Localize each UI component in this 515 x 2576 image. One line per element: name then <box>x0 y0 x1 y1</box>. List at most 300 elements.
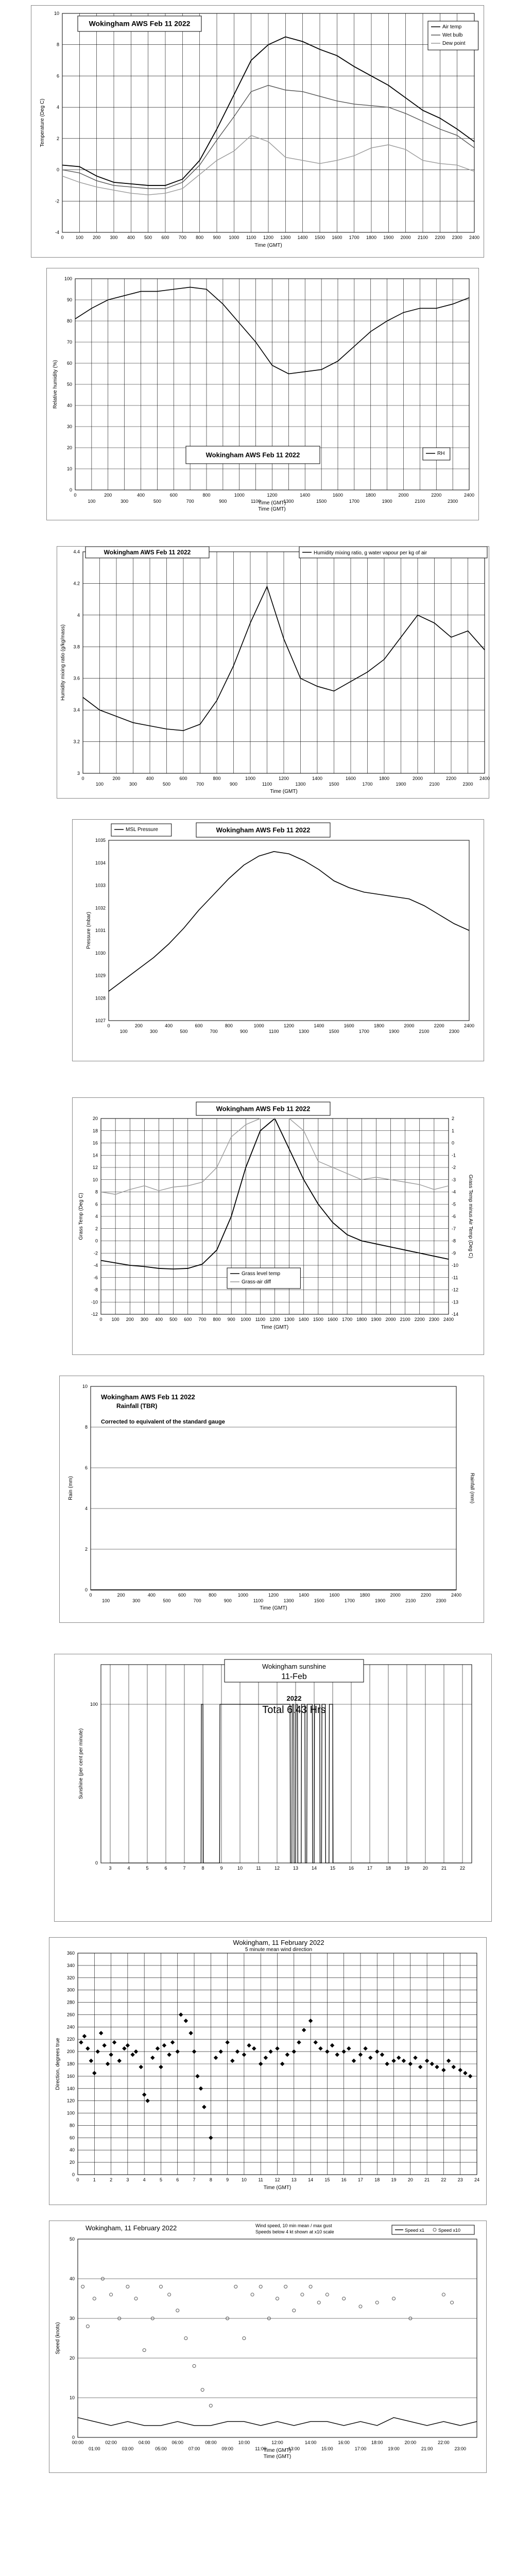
x-tick-label: 2300 <box>436 1598 447 1603</box>
y-tick-label: 20 <box>66 445 72 450</box>
chart-total: Total 6.43 Hrs <box>262 1704 326 1716</box>
x-tick-label: 2000 <box>412 776 423 781</box>
x-tick-label: 2 <box>110 2177 113 2182</box>
x-tick-label: 1600 <box>344 1023 354 1028</box>
legend-label: Speed x1 <box>405 2228 425 2233</box>
x-tick-label: 700 <box>198 1317 207 1322</box>
x-tick-label: 6 <box>164 1866 167 1871</box>
x-tick-label: 1400 <box>314 1023 324 1028</box>
speed-x10-point <box>276 2297 279 2300</box>
y-tick-label: 260 <box>66 2012 75 2018</box>
x-tick-label: 500 <box>162 782 171 787</box>
x-tick-label: 17 <box>357 2177 363 2182</box>
y-tick-label: 3.8 <box>73 644 80 650</box>
y-tick-label: 6 <box>56 73 59 79</box>
x-tick-label: 600 <box>195 1023 203 1028</box>
direction-point <box>130 2053 134 2057</box>
x-tick-label: 21 <box>441 1866 447 1871</box>
direction-point <box>352 2059 356 2063</box>
chart-title: Wokingham AWS Feb 11 2022 <box>216 1105 311 1113</box>
y-tick-label: 140 <box>66 2086 75 2091</box>
speed-x1-line <box>78 2418 477 2426</box>
direction-point <box>79 2040 83 2044</box>
rainfall-chart <box>60 1376 485 1623</box>
speed-x10-point <box>243 2337 246 2340</box>
y-tick-label: 100 <box>66 2110 75 2116</box>
y-tick-label: 20 <box>92 1116 98 1121</box>
x-tick-label: 500 <box>153 499 161 504</box>
x-tick-label: 1200 <box>268 1592 279 1598</box>
y-tick-label: -4 <box>55 230 59 235</box>
direction-point <box>468 2074 472 2078</box>
x-tick-label: 2400 <box>479 776 490 781</box>
direction-point <box>167 2053 171 2057</box>
y-tick-label: 30 <box>69 2316 75 2321</box>
chart-subtitle: Wind speed, 10 min mean / max gust <box>255 2223 332 2228</box>
x-tick-label: 1900 <box>382 499 392 504</box>
x-tick-label: 500 <box>163 1598 171 1603</box>
wind-speed-chart <box>49 2221 487 2473</box>
x-tick-label: 2000 <box>398 493 409 498</box>
x-tick-label: 1700 <box>358 1029 369 1034</box>
x-axis-label: Time (GMT) <box>258 506 286 512</box>
x-tick-label: 5 <box>146 1866 149 1871</box>
x-tick-label: 400 <box>154 1317 163 1322</box>
x-tick-label: 10 <box>237 1866 243 1871</box>
x-tick-label: 1500 <box>329 782 339 787</box>
direction-point <box>126 2043 130 2047</box>
x-tick-label: 1300 <box>280 235 291 240</box>
x-tick-label: 400 <box>147 1592 156 1598</box>
x-tick-label: 24 <box>474 2177 480 2182</box>
legend-label: Wet bulb <box>442 32 463 38</box>
direction-point <box>292 2049 296 2054</box>
x-tick-label: 1000 <box>245 776 256 781</box>
legend <box>423 448 450 460</box>
direction-point <box>285 2053 289 2057</box>
direction-point <box>402 2059 406 2063</box>
legend-label: Dew point <box>442 41 466 46</box>
x-tick-label: 2100 <box>415 499 425 504</box>
x-tick-label: 10:00 <box>238 2440 250 2445</box>
y-tick-label: 10 <box>69 2395 75 2400</box>
x-tick-label: 800 <box>225 1023 233 1028</box>
x-tick-label: 1000 <box>237 1592 248 1598</box>
y2-axis-label: Rainfall (mm) <box>469 1472 475 1504</box>
x-tick-label: 5 <box>159 2177 162 2182</box>
y2-tick-label: 2 <box>452 1116 455 1121</box>
x-tick-label: 08:00 <box>205 2440 217 2445</box>
x-tick-label: 15 <box>324 2177 330 2182</box>
x-axis-label: Time (GMT) <box>263 2448 291 2453</box>
legend-label: Grass level temp <box>242 1271 281 1277</box>
direction-point <box>318 2046 322 2050</box>
x-tick-label: 20 <box>422 1866 428 1871</box>
y-tick-label: 10 <box>54 11 59 16</box>
x-tick-label: 1500 <box>313 1317 323 1322</box>
speed-x10-point <box>325 2293 329 2296</box>
y-tick-label: 4 <box>95 1214 98 1219</box>
y-tick-label: 16 <box>92 1140 98 1146</box>
relative-humidity-chart <box>47 268 479 521</box>
x-tick-label: 7 <box>183 1866 186 1871</box>
speed-x10-point <box>301 2293 304 2296</box>
x-tick-label: 200 <box>93 235 101 240</box>
x-tick-label: 0 <box>99 1317 102 1322</box>
y-tick-label: -6 <box>93 1275 98 1280</box>
y2-tick-label: -9 <box>452 1250 456 1256</box>
x-tick-label: 1100 <box>246 235 256 240</box>
y-tick-label: 10 <box>82 1384 88 1389</box>
x-tick-label: 800 <box>196 235 204 240</box>
y-tick-label: 70 <box>66 340 72 345</box>
direction-point <box>145 2098 149 2103</box>
direction-point <box>195 2074 199 2078</box>
y-tick-label: 2 <box>56 135 59 141</box>
x-tick-label: 0 <box>74 493 77 498</box>
rainfall-chart-panel <box>59 1376 484 1623</box>
x-tick-label: 500 <box>169 1317 178 1322</box>
y-tick-label: 60 <box>69 2135 75 2141</box>
x-tick-label: 20 <box>407 2177 413 2182</box>
x-tick-label: 2400 <box>469 235 480 240</box>
x-tick-label: 1600 <box>332 235 342 240</box>
chart-subtitle: 5 minute mean wind direction <box>245 1947 313 1953</box>
x-tick-label: 2100 <box>400 1317 410 1322</box>
y-tick-label: 0 <box>72 2172 75 2177</box>
x-tick-label: 21 <box>424 2177 430 2182</box>
y-tick-label: 8 <box>84 1425 88 1430</box>
direction-point <box>92 2071 96 2075</box>
x-tick-label: 200 <box>112 776 121 781</box>
direction-point <box>275 2046 279 2050</box>
x-tick-label: 200 <box>126 1317 134 1322</box>
x-tick-label: 23 <box>457 2177 463 2182</box>
y-tick-label: 20 <box>69 2355 75 2361</box>
direction-point <box>112 2040 116 2044</box>
direction-point <box>280 2062 284 2066</box>
direction-point <box>188 2031 193 2035</box>
x-tick-label: 1500 <box>314 235 325 240</box>
chart-annotation: Corrected to equivalent of the standard gauge <box>101 1419 225 1425</box>
y-tick-label: 1029 <box>95 973 106 978</box>
x-tick-label: 14 <box>311 1866 317 1871</box>
direction-point <box>268 2049 272 2054</box>
x-tick-label: 07:00 <box>188 2446 200 2451</box>
y-tick-label: 40 <box>69 2147 75 2153</box>
speed-x10-point <box>442 2293 445 2296</box>
x-tick-label: 900 <box>227 1317 235 1322</box>
speed-x10-point <box>209 2404 212 2407</box>
x-tick-label: 1400 <box>312 776 323 781</box>
x-tick-label: 1 <box>93 2177 96 2182</box>
wind-direction-chart-panel <box>49 1937 487 2205</box>
chart-subtitle: Rainfall (TBR) <box>116 1402 158 1410</box>
direction-point <box>109 2053 113 2057</box>
direction-point <box>418 2065 422 2069</box>
x-tick-label: 0 <box>81 776 84 781</box>
x-tick-label: 1100 <box>269 1029 279 1034</box>
x-tick-label: 1700 <box>342 1317 353 1322</box>
x-tick-label: 700 <box>186 499 194 504</box>
direction-point <box>368 2056 372 2060</box>
speed-x10-point <box>375 2301 379 2304</box>
direction-point <box>242 2053 246 2057</box>
x-tick-label: 17:00 <box>354 2446 367 2451</box>
y-tick-label: 4 <box>56 105 59 110</box>
x-tick-label: 900 <box>219 499 227 504</box>
plot-area <box>91 1386 456 1590</box>
y-tick-label: 0 <box>69 487 72 493</box>
direction-point <box>150 2056 154 2060</box>
x-tick-label: 1000 <box>234 493 245 498</box>
x-tick-label: 100 <box>111 1317 119 1322</box>
x-tick-label: 04:00 <box>138 2440 150 2445</box>
direction-point <box>302 2028 306 2032</box>
x-tick-label: 1300 <box>299 1029 310 1034</box>
y-tick-label: 0 <box>72 2435 75 2440</box>
direction-point <box>184 2019 188 2023</box>
x-tick-label: 1400 <box>298 1317 309 1322</box>
mixing-ratio-chart-panel <box>57 546 489 799</box>
x-tick-label: 2200 <box>445 776 457 781</box>
chart-title: Wokingham AWS Feb 11 2022 <box>89 19 191 28</box>
x-tick-label: 1100 <box>255 1317 266 1322</box>
chart-title: Wokingham, 11 February 2022 <box>233 1939 324 1946</box>
direction-point <box>156 2046 160 2050</box>
y2-tick-label: -11 <box>452 1275 458 1280</box>
x-tick-label: 400 <box>165 1023 173 1028</box>
y-tick-label: 1028 <box>95 995 106 1001</box>
x-tick-label: 7 <box>193 2177 196 2182</box>
x-tick-label: 20:00 <box>404 2440 417 2445</box>
y-tick-label: 3.6 <box>73 675 80 681</box>
x-tick-label: 1200 <box>278 776 289 781</box>
speed-x10-point <box>317 2301 320 2304</box>
temperature-chart <box>31 6 485 258</box>
y2-tick-label: -6 <box>452 1214 456 1219</box>
grass-temp-chart <box>73 1098 485 1355</box>
x-tick-label: 2000 <box>390 1592 401 1598</box>
direction-point <box>159 2065 163 2069</box>
direction-point <box>142 2092 146 2096</box>
x-tick-label: 12 <box>274 2177 280 2182</box>
x-tick-label: 1300 <box>283 1598 294 1603</box>
x-tick-label: 1100 <box>253 1598 264 1603</box>
x-tick-label: 18 <box>385 1866 391 1871</box>
x-tick-label: 1100 <box>262 782 272 787</box>
speed-x10-point <box>342 2297 346 2300</box>
x-tick-label: 100 <box>75 235 83 240</box>
x-tick-label: 900 <box>213 235 221 240</box>
y-tick-label: 4 <box>77 612 80 618</box>
y-tick-label: 0 <box>84 1587 88 1592</box>
x-tick-label: 2400 <box>464 493 475 498</box>
x-tick-label: 02:00 <box>105 2440 117 2445</box>
y-tick-label: 40 <box>66 403 72 408</box>
x-tick-label: 22 <box>459 1866 466 1871</box>
x-tick-label: 1700 <box>362 782 373 787</box>
y-tick-label: 2 <box>95 1226 98 1231</box>
chart-title: Wokingham AWS Feb 11 2022 <box>101 1393 195 1401</box>
direction-point <box>202 2105 206 2109</box>
y2-axis-label: Grass Temp minus Air Temp (Deg C) <box>468 1174 473 1259</box>
y2-tick-label: -3 <box>452 1177 456 1182</box>
y-axis-label: Relative humidity (%) <box>53 360 58 409</box>
speed-x10-point <box>259 2285 262 2288</box>
x-tick-label: 2200 <box>434 1023 444 1028</box>
y-tick-label: 100 <box>64 276 72 281</box>
y-axis-label: Grass Temp (Deg C) <box>78 1193 84 1240</box>
chart-title: Wokingham sunshine <box>262 1663 327 1670</box>
x-axis-label: Time (GMT) <box>254 243 282 248</box>
pressure-chart <box>73 820 485 1062</box>
x-tick-label: 16:00 <box>338 2440 350 2445</box>
direction-point <box>259 2062 263 2066</box>
y2-tick-label: -14 <box>452 1312 459 1317</box>
direction-point <box>96 2049 100 2054</box>
x-tick-label: 1600 <box>332 493 344 498</box>
chart-title: Wokingham AWS Feb 11 2022 <box>216 826 311 834</box>
y-tick-label: 1033 <box>95 883 106 888</box>
plot-area <box>109 840 469 1021</box>
legend-label: Air temp <box>442 24 462 30</box>
x-tick-label: 2100 <box>405 1598 416 1603</box>
direction-point <box>218 2049 222 2054</box>
x-tick-label: 16 <box>348 1866 354 1871</box>
x-tick-label: 2000 <box>385 1317 396 1322</box>
y-axis-label: Sunshine (per cent per minute) <box>78 1728 84 1800</box>
x-tick-label: 1800 <box>356 1317 367 1322</box>
direction-point <box>99 2031 103 2035</box>
x-tick-label: 2300 <box>462 782 473 787</box>
x-tick-label: 1700 <box>349 235 359 240</box>
grass-temp-chart-panel <box>72 1097 484 1355</box>
x-tick-label: 400 <box>146 776 154 781</box>
chart-title: Wokingham, 11 February 2022 <box>85 2224 177 2232</box>
y-tick-label: 80 <box>66 318 72 324</box>
x-tick-label: 1300 <box>295 782 306 787</box>
y2-tick-label: -5 <box>452 1201 456 1207</box>
x-tick-label: 2200 <box>420 1592 431 1598</box>
x-tick-label: 800 <box>202 493 211 498</box>
legend-label: MSL Pressure <box>126 827 158 833</box>
y-tick-label: -8 <box>93 1287 98 1293</box>
x-tick-label: 700 <box>178 235 186 240</box>
x-tick-label: 100 <box>95 782 104 787</box>
x-tick-label: 2200 <box>431 493 442 498</box>
x-tick-label: 12 <box>274 1866 280 1871</box>
y-tick-label: 200 <box>66 2049 75 2055</box>
x-tick-label: 300 <box>121 499 129 504</box>
speed-x10-point <box>168 2293 171 2296</box>
direction-point <box>380 2053 384 2057</box>
direction-point <box>162 2043 166 2047</box>
direction-point <box>230 2059 234 2063</box>
y-tick-label: 8 <box>56 42 59 47</box>
direction-point <box>102 2043 106 2047</box>
x-tick-label: 1800 <box>365 493 376 498</box>
x-tick-label: 100 <box>119 1029 128 1034</box>
direction-point <box>347 2046 351 2050</box>
y-tick-label: 1030 <box>95 950 106 956</box>
direction-point <box>264 2056 268 2060</box>
x-tick-label: 13 <box>293 1866 299 1871</box>
y-tick-label: -2 <box>93 1250 98 1256</box>
y2-tick-label: 1 <box>452 1128 455 1133</box>
y-tick-label: 50 <box>66 382 72 387</box>
x-tick-label: 1600 <box>345 776 356 781</box>
sunshine-chart <box>55 1654 492 1922</box>
y-axis-label: Direction, degrees true <box>55 2038 61 2090</box>
x-tick-label: 1200 <box>269 1317 280 1322</box>
x-tick-label: 8 <box>209 2177 212 2182</box>
x-tick-label: 1000 <box>253 1023 264 1028</box>
speed-x10-point <box>284 2285 287 2288</box>
direction-point <box>363 2046 367 2050</box>
y-tick-label: 360 <box>66 1951 75 1956</box>
x-tick-label: 2100 <box>429 782 440 787</box>
x-tick-label: 2200 <box>414 1317 425 1322</box>
y-tick-label: 40 <box>69 2276 75 2281</box>
direction-point <box>413 2056 417 2060</box>
x-axis-label: Time (GMT) <box>270 789 298 794</box>
sunshine-chart-panel <box>54 1654 492 1922</box>
x-tick-label: 600 <box>179 776 187 781</box>
x-tick-label: 500 <box>144 235 152 240</box>
direction-point <box>314 2040 318 2044</box>
y-tick-label: 0 <box>95 1238 98 1244</box>
legend-label: Grass-air diff <box>242 1279 271 1285</box>
direction-point <box>335 2053 339 2057</box>
y2-tick-label: -12 <box>452 1287 459 1293</box>
x-tick-label: 2200 <box>435 235 445 240</box>
x-tick-label: 19 <box>404 1866 410 1871</box>
temperature-chart-panel <box>31 5 484 258</box>
speed-x10-point <box>110 2293 113 2296</box>
direction-point <box>89 2059 93 2063</box>
chart-title: Wokingham AWS Feb 11 2022 <box>104 549 191 556</box>
direction-point <box>430 2062 434 2066</box>
direction-point <box>385 2062 389 2066</box>
y-tick-label: 0 <box>95 1860 98 1866</box>
x-tick-label: 1600 <box>327 1317 338 1322</box>
speed-x10-point <box>93 2297 96 2300</box>
x-tick-label: 2300 <box>428 1317 439 1322</box>
x-tick-label: 1400 <box>297 235 308 240</box>
direction-point <box>341 2049 346 2054</box>
chart-title: Wokingham AWS Feb 11 2022 <box>205 451 300 459</box>
x-tick-label: 03:00 <box>122 2446 134 2451</box>
x-tick-label: 1500 <box>329 1029 339 1034</box>
x-axis-label: Time (GMT) <box>260 1605 287 1611</box>
y-axis-label: Rain (mm) <box>68 1476 74 1500</box>
y2-tick-label: -1 <box>452 1153 456 1158</box>
x-tick-label: 700 <box>210 1029 218 1034</box>
x-tick-label: 11:00 <box>255 2446 267 2451</box>
y-tick-label: 4 <box>84 1506 88 1511</box>
y-tick-label: 18 <box>92 1128 98 1133</box>
y-axis-label: Humidity mixing ratio (g/kg/mass) <box>60 624 66 701</box>
x-tick-label: 9 <box>226 2177 229 2182</box>
speed-x10-point <box>201 2388 204 2392</box>
speed-x10-point <box>159 2285 162 2288</box>
y-tick-label: 320 <box>66 1975 75 1980</box>
direction-point <box>375 2049 379 2054</box>
x-tick-label: 11 <box>256 1866 261 1871</box>
y-tick-label: -2 <box>55 198 59 204</box>
y-tick-label: 4.4 <box>73 549 80 554</box>
